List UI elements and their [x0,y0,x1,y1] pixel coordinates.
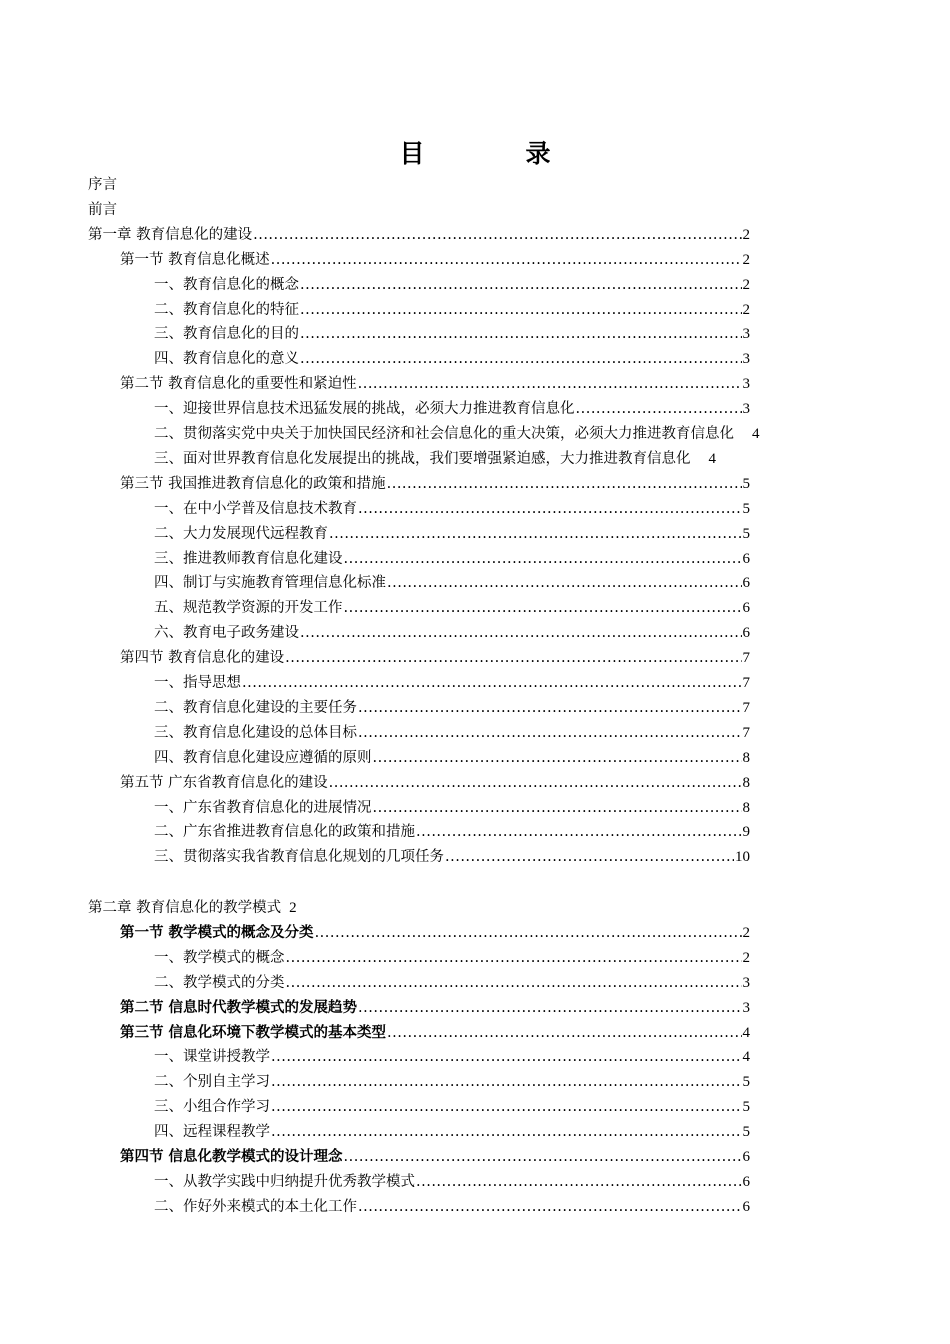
toc-entry[interactable] [120,997,750,1019]
toc-page-number: 6 [742,600,750,617]
toc-page-number: 2 [742,949,750,966]
toc-entry-title: 第二节 信息时代教学模式的发展趋势 [120,999,358,1016]
toc-page-number: 2 [742,924,750,941]
dot-leader [445,846,734,868]
toc-page-number: 6 [742,1198,750,1215]
dot-leader [286,972,742,994]
toc-entry[interactable] [154,672,750,694]
dot-leader [387,572,742,594]
toc-entry-title: 三、推进教师教育信息化建设 [154,550,343,567]
dot-leader [300,274,742,296]
toc-entry-title: 一、广东省教育信息化的进展情况 [154,799,372,816]
toc-entry[interactable] [120,922,750,944]
dot-leader [387,1022,741,1044]
toc-entry[interactable] [154,597,750,619]
dot-leader [373,747,742,769]
toc-entry[interactable] [154,1121,750,1143]
toc-entry-title: 四、制订与实施教育管理信息化标准 [154,575,386,592]
dot-leader [285,647,741,669]
toc-page-number: 2 [742,226,750,243]
toc-entry-title: 第一节 教育信息化概述 [120,251,270,268]
toc-entry[interactable] [154,572,750,594]
dot-leader [315,922,742,944]
toc-entry-title: 二、广东省推进教育信息化的政策和措施 [154,824,415,841]
toc-page-number: 8 [742,749,750,766]
dot-leader [344,548,742,570]
dot-leader [271,1071,742,1093]
toc-entry[interactable] [154,423,866,445]
dot-leader [300,299,742,321]
toc-entry-title: 二、教育信息化的特征 [154,301,299,318]
toc-page-number: 7 [742,724,750,741]
toc-entry[interactable] [154,821,750,843]
toc-entry-title: 四、教育信息化的意义 [154,351,299,368]
toc-entry-title: 三、教育信息化的目的 [154,326,299,343]
toc-entry-title: 第二节 教育信息化的重要性和紧迫性 [120,376,357,393]
toc-page-number: 3 [742,401,750,418]
toc-entry-title: 二、个别自主学习 [154,1074,270,1091]
toc-entry[interactable] [154,1171,750,1193]
dot-leader [271,249,742,271]
toc-page-number: 5 [742,500,750,517]
toc-entry[interactable] [120,772,750,794]
toc-entry[interactable] [154,1046,750,1068]
dot-leader [271,1121,742,1143]
toc-entry-title: 前言 [88,201,117,218]
toc-entry-title: 四、远程课程教学 [154,1124,270,1141]
toc-page-number: 3 [742,326,750,343]
toc-page-number: 4 [742,1024,750,1041]
toc-entry-title: 一、从教学实践中归纳提升优秀教学模式 [154,1173,415,1190]
toc-entry-title: 一、教育信息化的概念 [154,276,299,293]
toc-page-number: 8 [742,774,750,791]
toc-entry[interactable] [154,1196,750,1218]
toc-page-number: 7 [742,699,750,716]
toc-entry[interactable] [88,897,750,919]
toc-entry[interactable] [120,1022,750,1044]
toc-entry-title: 三、贯彻落实我省教育信息化规划的几项任务 [154,849,444,866]
toc-page-number: 3 [742,999,750,1016]
toc-entry[interactable] [154,1071,750,1093]
toc-entry[interactable] [88,224,750,246]
dot-leader [344,1146,742,1168]
toc-page-number: 2 [289,900,297,916]
toc-entry[interactable] [154,523,750,545]
toc-entry[interactable] [154,697,750,719]
toc-page-number: 5 [742,1124,750,1141]
toc-entry[interactable] [154,398,750,420]
toc-entry-title: 二、作好外来模式的本土化工作 [154,1198,357,1215]
toc-entry-title: 三、教育信息化建设的总体目标 [154,724,357,741]
toc-entry-title: 六、教育电子政务建设 [154,625,299,642]
dot-leader [344,597,742,619]
toc-entry-title: 第三节 我国推进教育信息化的政策和措施 [120,475,386,492]
toc-page-number: 6 [742,1173,750,1190]
toc-entry-title: 一、课堂讲授教学 [154,1049,270,1066]
toc-entry[interactable] [120,473,750,495]
toc-entry[interactable] [120,249,750,271]
dot-leader [358,997,741,1019]
toc-entry[interactable] [154,1096,750,1118]
toc-page-number: 6 [742,1149,750,1165]
dot-leader [358,498,742,520]
toc-entry-title: 三、小组合作学习 [154,1099,270,1116]
toc-entry-title: 第一章 教育信息化的建设 [88,226,253,243]
dot-leader [300,323,742,345]
toc-entry-title: 第四节 教育信息化的建设 [120,650,285,667]
dot-leader [271,1046,742,1068]
dot-leader [358,373,742,395]
toc-page-number: 4 [742,1049,750,1066]
dot-leader [271,1096,742,1118]
toc-page-number: 2 [742,276,750,293]
toc-entry-title: 二、贯彻落实党中央关于加快国民经济和社会信息化的重大决策，必须大力推进教育信息化 [154,426,734,442]
dot-leader [576,398,742,420]
toc-page-number: 5 [742,1099,750,1116]
toc-entry-title: 三、面对世界教育信息化发展提出的挑战，我们要增强紧迫感，大力推进教育信息化 [154,450,691,467]
toc-page-number: 3 [742,351,750,368]
toc-entry-title: 二、大力发展现代远程教育 [154,525,328,542]
toc-entry[interactable] [154,972,750,994]
toc-entry[interactable] [88,199,750,221]
toc-entry[interactable] [120,647,750,669]
toc-entry[interactable] [154,323,750,345]
dot-leader [242,672,742,694]
dot-leader [358,697,742,719]
dot-leader [387,473,742,495]
toc-entry-title: 二、教育信息化建设的主要任务 [154,699,357,716]
toc-entry[interactable] [154,722,750,744]
toc-entry[interactable] [154,548,750,570]
toc-entry[interactable] [154,348,750,370]
dot-leader [300,348,742,370]
toc-entry[interactable] [154,448,866,470]
page-title: 目 录 [399,139,589,168]
toc-page-number: 7 [742,650,750,667]
toc-entry-title: 五、规范教学资源的开发工作 [154,600,343,617]
toc-entry-title: 第五节 广东省教育信息化的建设 [120,774,328,791]
toc-page-number: 5 [742,1074,750,1091]
toc-entry[interactable] [154,747,750,769]
toc-entry[interactable] [154,622,750,644]
dot-leader [373,797,742,819]
toc-page-number: 9 [742,824,750,841]
toc-entry[interactable] [88,174,750,196]
toc-entry-title: 一、指导思想 [154,675,241,691]
toc-page-number: 3 [742,974,750,991]
toc-page-number: 2 [742,251,750,268]
toc-page-number: 6 [742,625,750,642]
toc-entry-title: 第三节 信息化环境下教学模式的基本类型 [120,1024,387,1041]
dot-leader [416,821,742,843]
toc-entry-title: 一、迎接世界信息技术迅猛发展的挑战，必须大力推进教育信息化 [154,401,575,418]
toc-entry-title: 四、教育信息化建设应遵循的原则 [154,749,372,766]
toc-entry-title: 二、教学模式的分类 [154,974,285,991]
toc-entry[interactable] [154,846,750,868]
toc-entry-title: 第一节 教学模式的概念及分类 [120,924,314,941]
toc-page-number: 3 [742,376,750,393]
toc-page-number: 5 [742,525,750,542]
dot-leader [300,622,742,644]
toc-page-number: 4 [708,450,716,467]
toc-page-number: 4 [752,426,760,442]
toc-page-number: 2 [742,301,750,318]
toc-page-number: 8 [742,799,750,816]
dot-leader [329,523,742,545]
toc-entry[interactable] [154,299,750,321]
toc-entry-title: 序言 [88,177,117,193]
toc-entry-title: 第四节 信息化教学模式的设计理念 [120,1149,343,1165]
toc-entry-title: 一、在中小学普及信息技术教育 [154,500,357,517]
toc-entry[interactable] [154,797,750,819]
dot-leader [358,722,742,744]
toc-entry[interactable] [154,498,750,520]
dot-leader [329,772,742,794]
dot-leader [253,224,741,246]
toc-entry-title: 第二章 教育信息化的教学模式 [88,900,282,916]
toc-entry[interactable] [154,947,750,969]
toc-entry[interactable] [154,274,750,296]
toc-entry[interactable] [120,1146,750,1168]
toc-page-number: 5 [742,475,750,492]
toc-page-number: 6 [742,575,750,592]
dot-leader [286,947,742,969]
toc-page-number: 6 [742,550,750,567]
toc-entry[interactable] [120,373,750,395]
dot-leader [358,1196,742,1218]
toc-page-number: 10 [735,849,750,866]
dot-leader [416,1171,742,1193]
toc-page-number: 7 [742,675,750,691]
toc-entry-title: 一、教学模式的概念 [154,949,285,966]
